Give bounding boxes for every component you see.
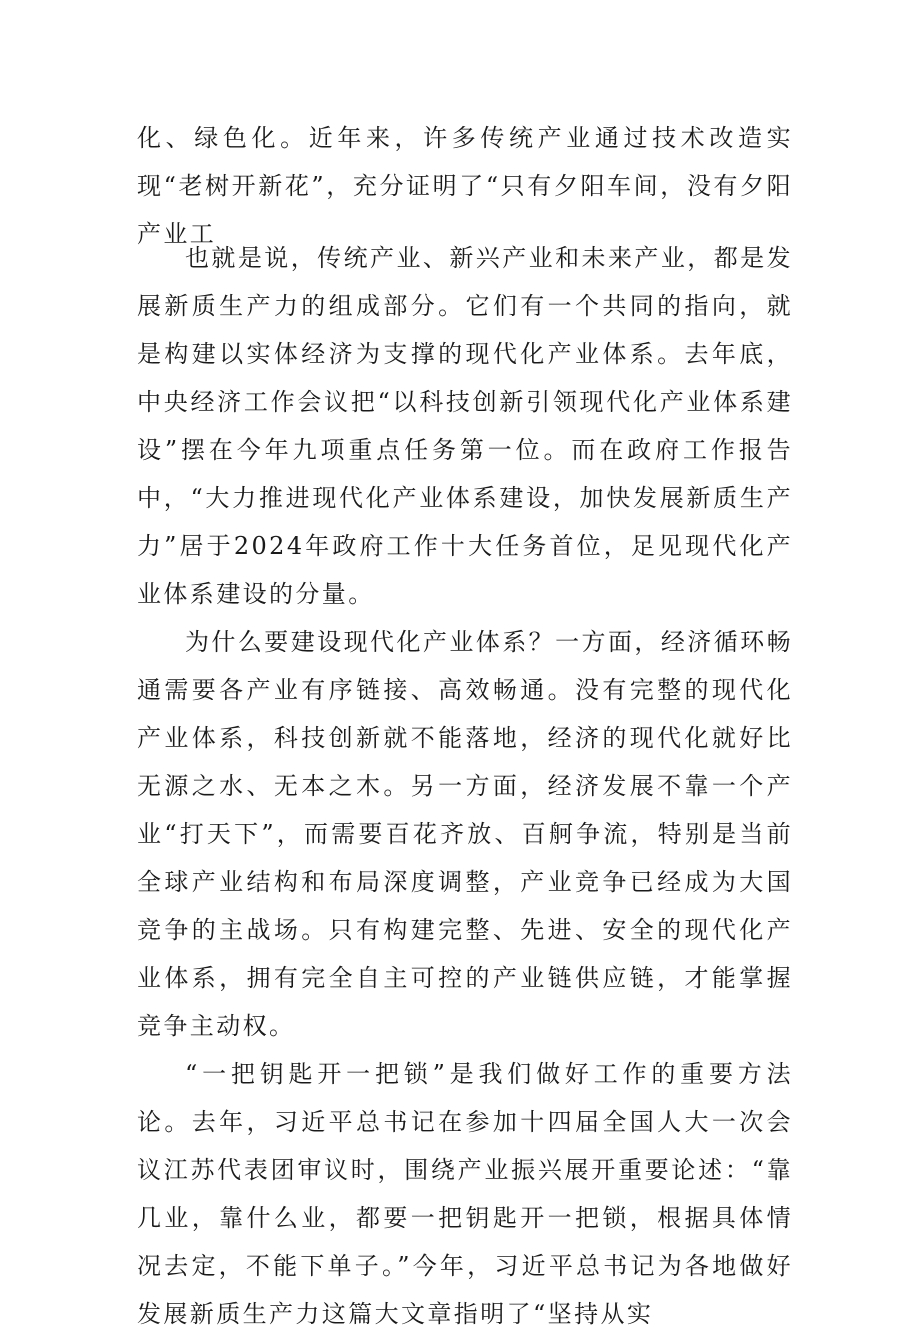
paragraph-why-modern-industry: 为什么要建设现代化产业体系？一方面，经济循环畅通需要各产业有序链接、高效畅通。没有完整的现代化产业体系，科技创新就不能落地，经济的现代化就好比无源之水、无本之木。另一方面，经济发展不靠一个产业“打天下”，而需要百花齐放、百舸争流，特别是当前全球产业结构和布局深度调整，产业竞争已经成为大国竞争的主战场。只有构建完整、先进、安全的现代化产业体系，拥有完全自主可控的产业链供应链，才能掌握竞争主动权。: [137, 628, 793, 1040]
paragraph-new-quality-productivity: 也就是说，传统产业、新兴产业和未来产业，都是发展新质生产力的组成部分。它们有一个共同的指向，就是构建以实体经济为支撑的现代化产业体系。去年底，中央经济工作会议把“以科技创新引领现代化产业体系建设”摆在今年九项重点任务第一位。而在政府工作报告中，“大力推进现代化产业体系建设，加快发展新质生产力”居于2024年政府工作十大任务首位，足见现代化产业体系建设的分量。: [137, 244, 793, 608]
body-text-block: [137, 234, 793, 1338]
paragraph-continued: 化、绿色化。近年来，许多传统产业通过技术改造实现“老树开新花”，充分证明了“只有夕阳车间，没有夕阳产业工: [137, 124, 793, 248]
paragraph-one-key-one-lock: “一把钥匙开一把锁”是我们做好工作的重要方法论。去年，习近平总书记在参加十四届全国人大一次会议江苏代表团审议时，围绕产业振兴展开重要论述：“靠几业，靠什么业，都要一把钥匙开一把锁，根据具体情况去定，不能下单子。”今年，习近平总书记为各地做好发展新质生产力这篇大文章指明了“坚持从实: [137, 1060, 793, 1328]
